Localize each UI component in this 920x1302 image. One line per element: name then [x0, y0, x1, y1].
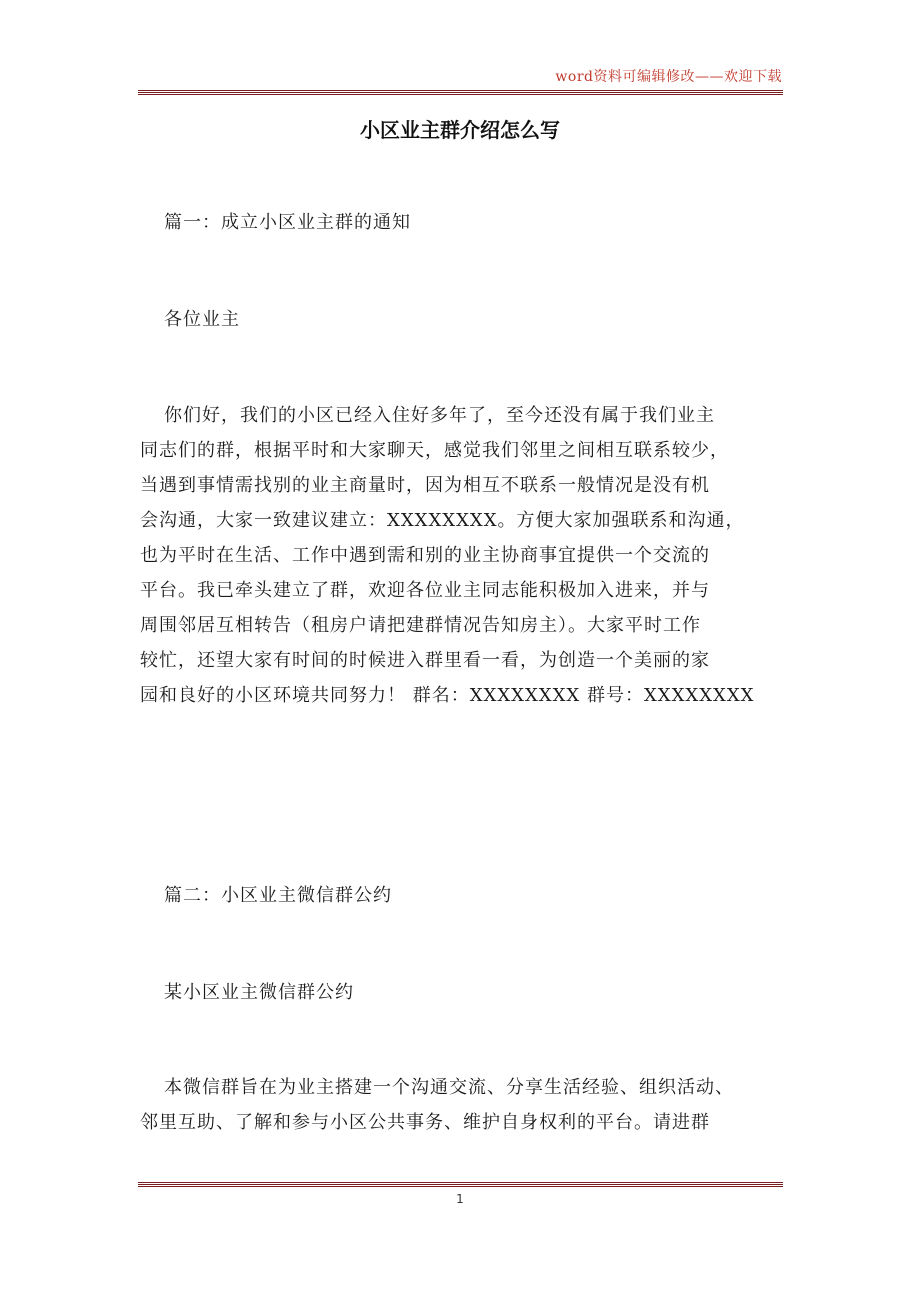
body-line: 你们好，我们的小区已经入住好多年了，至今还没有属于我们业主	[164, 405, 715, 426]
body-line: 也为平时在生活、工作中遇到需和别的业主协商事宜提供一个交流的	[140, 545, 710, 566]
page-number: 1	[456, 1192, 464, 1206]
body-line: 周围邻居互相转告（租房户请把建群情况告知房主）。大家平时工作	[140, 615, 701, 636]
body-line: 同志们的群，根据平时和大家聊天，感觉我们邻里之间相互联系较少，	[140, 440, 729, 461]
footer-rule	[138, 1182, 783, 1187]
section1-greeting: 各位业主	[164, 309, 240, 330]
section2-body	[140, 1070, 790, 1140]
body-line: 当遇到事情需找别的业主商量时，因为相互不联系一般情况是没有机	[140, 475, 710, 496]
body-line: 会沟通，大家一致建议建立：XXXXXXXX。方便大家加强联系和沟通，	[140, 510, 745, 531]
body-line: 园和良好的小区环境共同努力！ 群名：XXXXXXXX 群号：XXXXXXXX	[140, 685, 755, 706]
section1-heading: 篇一：成立小区业主群的通知	[164, 212, 411, 233]
section2-heading: 篇二：小区业主微信群公约	[164, 885, 392, 906]
body-line: 较忙，还望大家有时间的时候进入群里看一看，为创造一个美丽的家	[140, 650, 710, 671]
page-title: 小区业主群介绍怎么写	[360, 118, 560, 142]
body-line: 本微信群旨在为业主搭建一个沟通交流、分享生活经验、组织活动、	[164, 1077, 734, 1098]
body-line: 平台。我已牵头建立了群，欢迎各位业主同志能积极加入进来，并与	[140, 580, 710, 601]
section2-subheading: 某小区业主微信群公约	[164, 982, 354, 1003]
section1-body	[140, 398, 790, 713]
header-note: word资料可编辑修改——欢迎下载	[555, 69, 782, 85]
body-line: 邻里互助、了解和参与小区公共事务、维护自身权利的平台。请进群	[140, 1112, 710, 1133]
header-rule	[138, 90, 783, 95]
